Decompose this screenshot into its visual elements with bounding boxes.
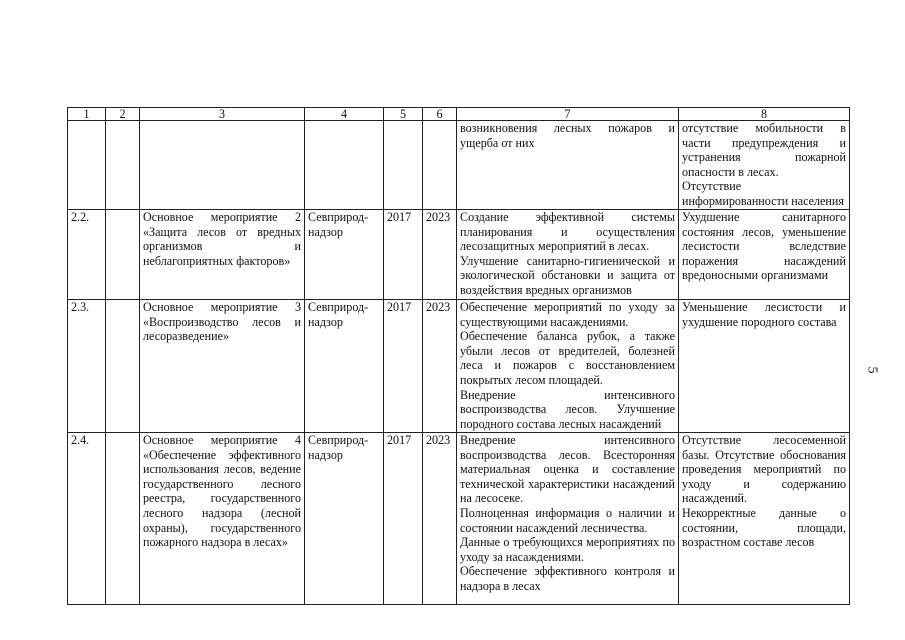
executor-line: надзор — [308, 447, 343, 462]
start-year — [384, 121, 423, 210]
consequences-line: Ухудшение санитарного состояния лесов, уменьшение лесистости вследствие поражения насаждений вредоносными организмами — [682, 210, 846, 283]
row-number: 2.3. — [68, 300, 106, 433]
results-cell — [457, 121, 679, 210]
consequences-cell — [679, 433, 850, 605]
end-year: 2023 — [423, 300, 457, 433]
activity-line: Основное мероприятие 4 «Обеспечение эффективного использования лесов, ведение государственного лесного реестра, государственного лесного надзора (лесной охраны), государственного пожарного надзора в лесах» — [143, 433, 301, 550]
results-line: Улучшение санитарно-гигиенической и экологической обстановки и защита от воздействия вредных организмов — [460, 253, 675, 297]
executor-cell — [305, 121, 384, 210]
results-line: возникновения лесных пожаров и ущерба от них — [460, 121, 675, 150]
start-year: 2017 — [384, 210, 423, 300]
results-cell — [457, 210, 679, 300]
header-cell: 1 — [68, 108, 106, 121]
header-cell: 3 — [140, 108, 305, 121]
consequences-line: Отсутствие лесосеменной базы. Отсутствие обоснования проведения мероприятий по уходу и содержанию насаждений. — [682, 433, 846, 506]
results-line: Обеспечение эффективного контроля и надзора в лесах — [460, 564, 675, 593]
col2-cell — [106, 210, 140, 300]
consequences-line: Отсутствие информированности населения — [682, 179, 844, 208]
results-line: Обеспечение баланса рубок, а также убыли лесов от вредителей, болезней леса и пожаров с восстановлением покрытых лесом площадей. — [460, 329, 675, 387]
activity-cell — [140, 300, 305, 433]
end-year: 2023 — [423, 210, 457, 300]
program-table — [67, 107, 850, 605]
activity-cell — [140, 210, 305, 300]
results-cell — [457, 433, 679, 605]
results-cell — [457, 300, 679, 433]
activity-line: Основное мероприятие 2 «Защита лесов от вредных организмов и неблагоприятных факторов» — [143, 210, 301, 268]
header-cell: 7 — [457, 108, 679, 121]
row-number — [68, 121, 106, 210]
col2-cell — [106, 300, 140, 433]
executor-cell — [305, 210, 384, 300]
consequences-cell — [679, 300, 850, 433]
activity-cell — [140, 121, 305, 210]
activity-line: Основное мероприятие 3 «Воспроизводство лесов и лесоразведение» — [143, 300, 301, 344]
consequences-cell — [679, 121, 850, 210]
executor-line: надзор — [308, 314, 343, 329]
executor-line: Севприрод- — [308, 210, 369, 224]
col2-cell — [106, 121, 140, 210]
header-cell: 8 — [679, 108, 850, 121]
results-line: Обеспечение мероприятий по уходу за существующими насаждениями. — [460, 300, 675, 329]
start-year: 2017 — [384, 300, 423, 433]
results-line: Полноценная информация о наличии и состоянии насаждений лесничества. — [460, 505, 675, 535]
consequences-cell — [679, 210, 850, 300]
results-line: Внедрение интенсивного воспроизводства лесов. Улучшение породного состава лесных насаждений — [460, 387, 675, 431]
table-row — [68, 210, 850, 300]
header-cell: 5 — [384, 108, 423, 121]
executor-cell — [305, 300, 384, 433]
executor-cell — [305, 433, 384, 605]
consequences-line: Уменьшение лесистости и ухудшение породного состава — [682, 300, 846, 329]
executor-line: надзор — [308, 224, 343, 239]
table-row — [68, 433, 850, 605]
header-row — [68, 108, 850, 121]
end-year: 2023 — [423, 433, 457, 605]
header-cell: 2 — [106, 108, 140, 121]
start-year: 2017 — [384, 433, 423, 605]
col2-cell — [106, 433, 140, 605]
consequences-line: Некорректные данные о состоянии, площади, возрастном составе лесов — [682, 505, 846, 550]
activity-cell — [140, 433, 305, 605]
results-line: Данные о требующихся мероприятиях по уходу за насаждениями. — [460, 535, 675, 564]
row-number: 2.2. — [68, 210, 106, 300]
table-row — [68, 121, 850, 210]
executor-line: Севприрод- — [308, 433, 369, 447]
results-line: Внедрение интенсивного воспроизводства лесов. Всесторонняя материальная оценка и составление технической характеристики насаждений на лесосеке. — [460, 433, 675, 506]
table-row — [68, 300, 850, 433]
page-number: 5 — [864, 366, 880, 374]
row-number: 2.4. — [68, 433, 106, 605]
header-cell: 4 — [305, 108, 384, 121]
end-year — [423, 121, 457, 210]
header-cell: 6 — [423, 108, 457, 121]
results-line: Создание эффективной системы планирования и осуществления лесозащитных мероприятий в лесах. — [460, 210, 675, 254]
executor-line: Севприрод- — [308, 300, 369, 314]
consequences-line: отсутствие мобильности в части предупреждения и устранения пожарной опасности в лесах. — [682, 121, 846, 179]
